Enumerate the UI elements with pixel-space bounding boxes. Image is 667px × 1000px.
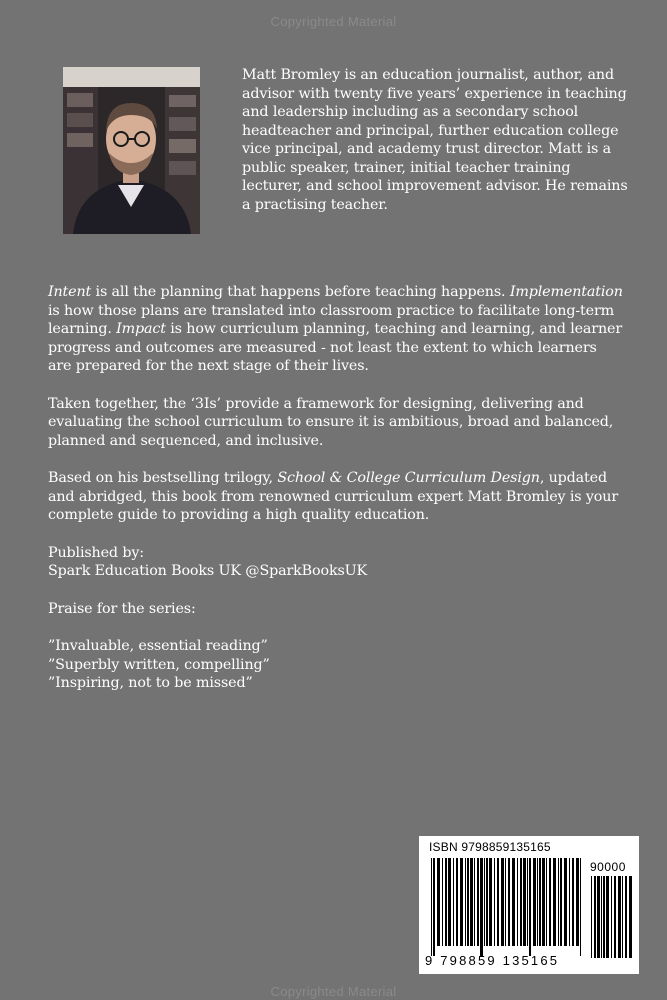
- author-bio: Matt Bromley is an education journalist, author, and advisor with twenty five years’ experience in teaching and leadership including as a secondary school headteacher and principal, further education college vice principal, and academy trust director. Matt is a public speaker, trainer, initial teacher training lecturer, and school improvement advisor. He remains a practising teacher.: [242, 67, 628, 213]
- blurb-paragraph-3is: Taken together, the ‘3Is’ provide a framework for designing, delivering and evaluating the school curriculum to ensure it is ambitious, broad and balanced, planned and sequenced, and inclusive.: [48, 395, 614, 449]
- impact-text: is how curriculum planning, teaching and learning, and learner progress and outcomes are measured - not least the extent to which learners are prepared for the next stage of their lives.: [48, 321, 623, 374]
- isbn-label: ISBN 9798859135165: [429, 840, 551, 854]
- trilogy-before: Based on his bestselling trilogy,: [48, 470, 278, 486]
- barcode-digits: 9 798859 135165: [425, 953, 560, 968]
- praise-label: Praise for the series:: [48, 600, 196, 617]
- publisher-name: Spark Education Books UK @SparkBooksUK: [48, 563, 368, 579]
- publisher-block: [48, 544, 623, 581]
- addon-barcode-bars: [591, 876, 635, 968]
- implementation-term: Implementation: [509, 284, 623, 300]
- intent-term: Intent: [48, 284, 92, 300]
- trilogy-after: , updated and abridged, this book from renowned curriculum expert Matt Bromley is your complete guide to providing a high quality education.: [48, 470, 618, 523]
- impact-term: Impact: [116, 321, 166, 337]
- praise-quote: ”Invaluable, essential reading”: [48, 638, 268, 654]
- watermark-bottom: Copyrighted Material: [270, 984, 397, 999]
- author-photo: [63, 67, 200, 234]
- praise-quote: ”Superbly written, compelling”: [48, 656, 270, 673]
- book-blurb: [48, 283, 623, 693]
- intent-text: is all the planning that happens before teaching happens.: [91, 284, 510, 300]
- implementation-text: is how those plans are translated into classroom practice to facilitate long-term learning.: [48, 302, 615, 337]
- blurb-paragraph-intent: [48, 283, 623, 376]
- watermark-top: Copyrighted Material: [270, 14, 397, 29]
- barcode-bars: [431, 858, 583, 956]
- praise-quote: ”Inspiring, not to be missed”: [48, 675, 253, 691]
- trilogy-title: School & College Curriculum Design: [277, 470, 540, 486]
- published-label: Published by:: [48, 544, 144, 561]
- isbn-barcode: [419, 836, 639, 974]
- blurb-paragraph-trilogy: [48, 469, 623, 525]
- author-portrait-image: [63, 67, 200, 234]
- price-code: 90000: [590, 860, 626, 874]
